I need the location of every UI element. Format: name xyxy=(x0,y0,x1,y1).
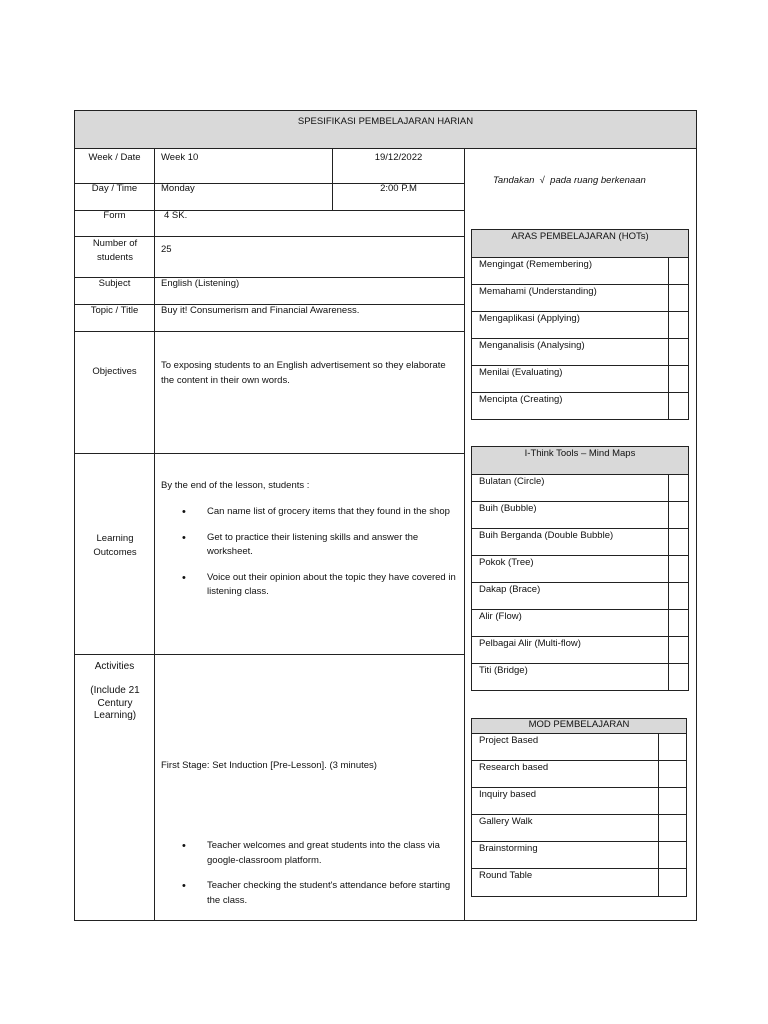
row-label: Brainstorming xyxy=(479,843,538,854)
subject-value: English (Listening) xyxy=(161,278,240,289)
activities-note: (Include 21 Century Learning) xyxy=(90,685,140,721)
form-value: 4 SK. xyxy=(164,210,188,221)
table-row xyxy=(472,663,688,691)
table-row xyxy=(472,555,688,583)
instruction-text xyxy=(493,174,646,188)
table-row xyxy=(472,760,686,788)
day-time-label: Day / Time xyxy=(91,183,138,194)
table-row xyxy=(472,392,688,420)
check-mark-icon: √ xyxy=(539,175,545,186)
outcomes-list xyxy=(161,505,456,611)
table-row xyxy=(472,311,688,339)
table-row xyxy=(472,501,688,529)
row-label: Pokok (Tree) xyxy=(479,557,534,568)
hots-table xyxy=(471,229,689,420)
row-label: Menganalisis (Analysing) xyxy=(479,340,585,351)
students-value: 25 xyxy=(161,244,172,255)
time-value: 2:00 P.M xyxy=(380,183,417,194)
row-label: Alir (Flow) xyxy=(479,611,522,622)
row-label: Mengingat (Remembering) xyxy=(479,259,592,270)
subject-label: Subject xyxy=(98,278,131,289)
row-label: Menilai (Evaluating) xyxy=(479,367,563,378)
table-row xyxy=(472,841,686,869)
list-item: • Teacher welcomes and great students into the class via google-classroom platform. xyxy=(161,839,456,868)
table-row xyxy=(472,582,688,610)
instruction-prefix: Tandakan xyxy=(493,175,535,186)
page-title: SPESIFIKASI PEMBELAJARAN HARIAN xyxy=(297,116,474,127)
mod-table xyxy=(471,718,687,897)
date-value: 19/12/2022 xyxy=(374,152,423,163)
activities-stage: First Stage: Set Induction [Pre-Lesson]. (3 minutes) xyxy=(161,760,377,771)
row-label: Titi (Bridge) xyxy=(479,665,528,676)
table-row xyxy=(472,474,688,502)
row-label: Research based xyxy=(479,762,549,773)
row-label: Buih Berganda (Double Bubble) xyxy=(479,530,614,541)
row-label: Dakap (Brace) xyxy=(479,584,541,595)
list-item: • Voice out their opinion about the topic they have covered in listening class. xyxy=(161,571,456,600)
table-row xyxy=(472,528,688,556)
row-label: Buih (Bubble) xyxy=(479,503,537,514)
activities-list xyxy=(161,839,456,919)
table-row xyxy=(472,636,688,664)
ithink-header: I-Think Tools – Mind Maps xyxy=(524,448,636,459)
table-row xyxy=(472,733,686,761)
mod-header: MOD PEMBELAJARAN xyxy=(528,719,630,730)
table-row xyxy=(472,868,686,896)
row-label: Bulatan (Circle) xyxy=(479,476,545,487)
row-label: Pelbagai Alir (Multi-flow) xyxy=(479,638,581,649)
table-row xyxy=(472,609,688,637)
students-label: Number of students xyxy=(92,238,138,263)
ithink-table xyxy=(471,446,689,691)
table-row xyxy=(472,787,686,815)
form-label: Form xyxy=(103,210,126,221)
table-row xyxy=(472,338,688,366)
row-label: Mencipta (Creating) xyxy=(479,394,563,405)
activities-label: Activities xyxy=(94,661,135,672)
row-label: Inquiry based xyxy=(479,789,537,800)
topic-label: Topic / Title xyxy=(90,305,139,316)
topic-value: Buy it! Consumerism and Financial Awareness. xyxy=(161,305,360,316)
list-item: • Get to practice their listening skills and answer the worksheet. xyxy=(161,531,456,560)
day-value: Monday xyxy=(161,183,195,194)
hots-header: ARAS PEMBELAJARAN (HOTs) xyxy=(511,231,649,242)
objectives-value: To exposing students to an English advertisement so they elaborate the content in their own words. xyxy=(161,360,446,386)
list-item: • Teacher checking the student's attendance before starting the class. xyxy=(161,879,456,908)
row-label: Mengaplikasi (Applying) xyxy=(479,313,580,324)
week-value: Week 10 xyxy=(161,152,199,163)
table-row xyxy=(472,814,686,842)
objectives-label: Objectives xyxy=(92,366,137,377)
list-item: • Can name list of grocery items that they found in the shop xyxy=(161,505,456,520)
table-row xyxy=(472,365,688,393)
instruction-suffix: pada ruang berkenaan xyxy=(550,175,646,186)
outcomes-intro: By the end of the lesson, students : xyxy=(161,480,310,491)
week-date-label: Week / Date xyxy=(88,152,141,163)
row-label: Gallery Walk xyxy=(479,816,533,827)
row-label: Round Table xyxy=(479,870,533,881)
table-row xyxy=(472,257,688,285)
outcomes-label: Learning Outcomes xyxy=(93,533,137,558)
row-label: Memahami (Understanding) xyxy=(479,286,597,297)
table-row xyxy=(472,284,688,312)
row-label: Project Based xyxy=(479,735,539,746)
